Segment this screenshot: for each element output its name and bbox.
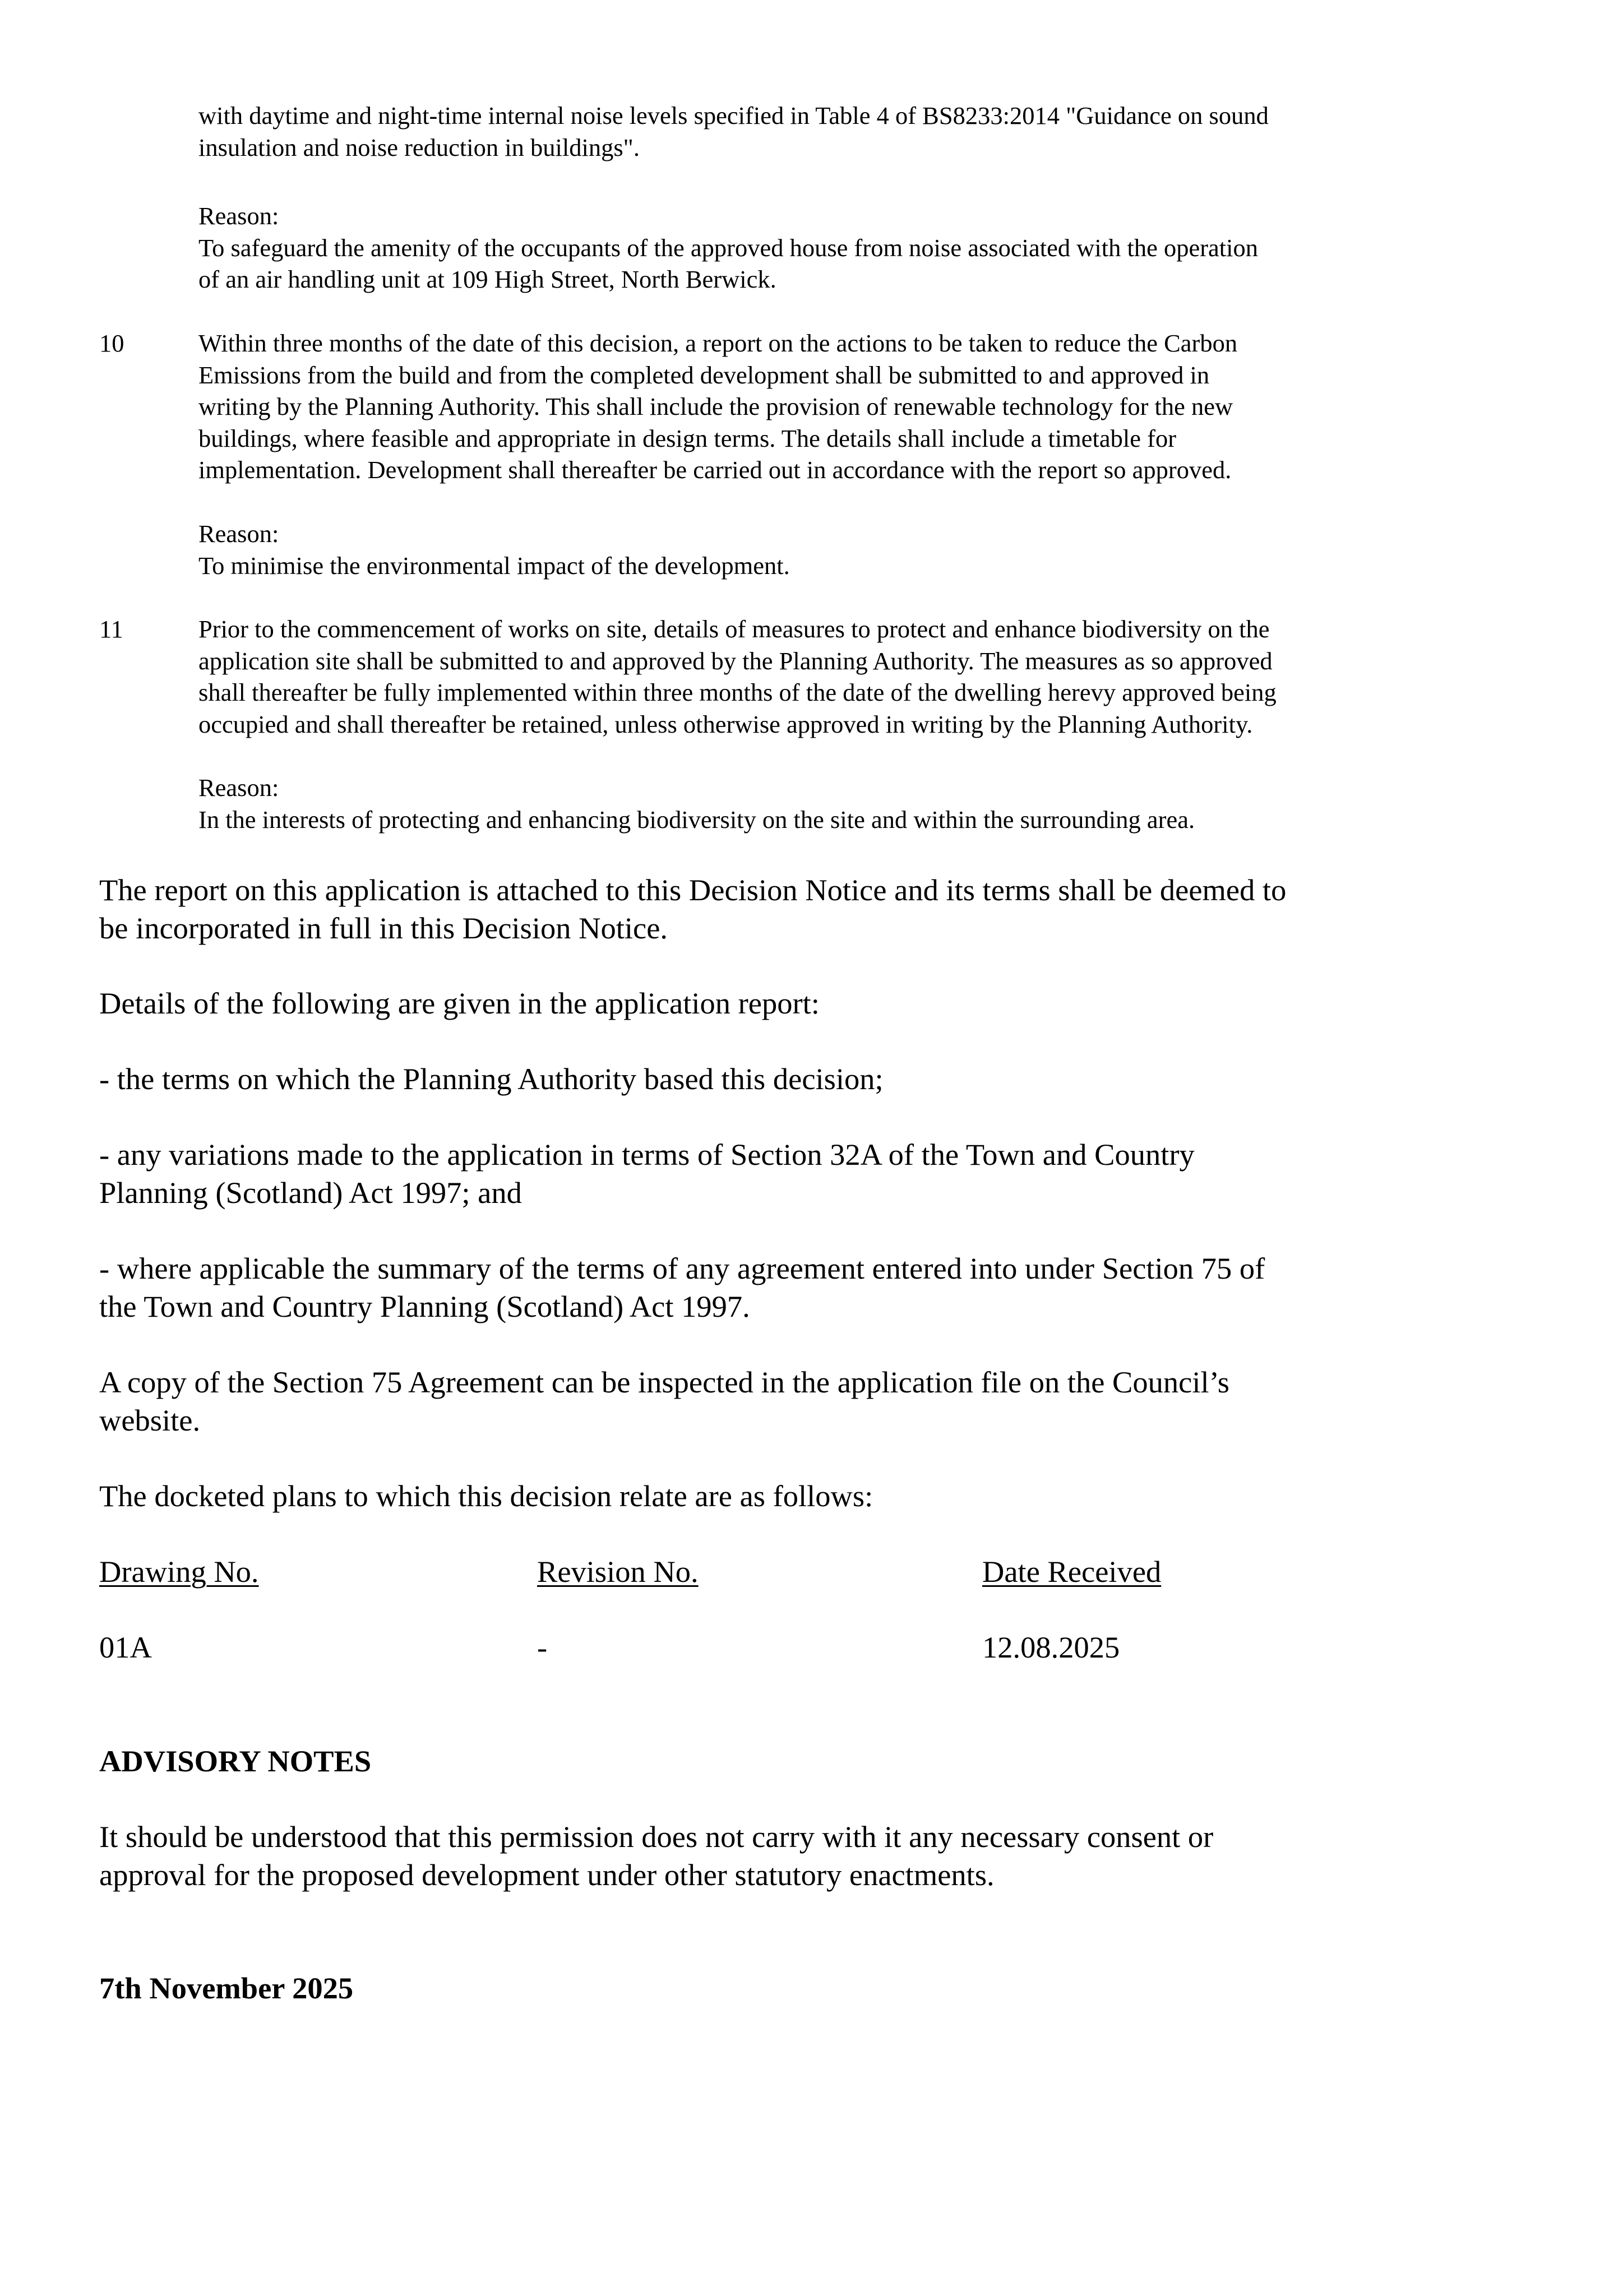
text-line: Planning (Scotland) Act 1997; and [99, 1175, 522, 1210]
text-line: application site shall be submitted to and approved by the Planning Authority. The measures as so approved [198, 646, 1273, 675]
reason-label: Reason: [198, 202, 279, 230]
reason-label: Reason: [198, 520, 279, 548]
text-line: of an air handling unit at 109 High Street, North Berwick. [198, 265, 776, 293]
text-line: insulation and noise reduction in buildings". [198, 133, 640, 161]
bullet-agreement [99, 1249, 1456, 1325]
table-header-date-received: Date Received [982, 1554, 1162, 1589]
text-line: be incorporated in full in this Decision Notice. [99, 910, 668, 945]
text-line: occupied and shall thereafter be retained, unless otherwise approved in writing by the Planning Authority. [198, 710, 1253, 738]
text-line: In the interests of protecting and enhancing biodiversity on the site and within the surrounding area. [198, 805, 1195, 834]
text-line: implementation. Development shall thereafter be carried out in accordance with the report so approved. [198, 456, 1232, 484]
text-line: Within three months of the date of this decision, a report on the actions to be taken to reduce the Carbon [198, 329, 1238, 357]
text-line: The report on this application is attached to this Decision Notice and its terms shall be deemed to [99, 873, 1287, 907]
bullet-variations [99, 1136, 1456, 1211]
advisory-heading: ADVISORY NOTES [99, 1744, 372, 1778]
condition-number: 11 [99, 615, 123, 643]
condition-10-reason [198, 518, 1454, 581]
text-line: shall thereafter be fully implemented within three months of the date of the dwelling herevy approved being [198, 678, 1277, 706]
text-line: approval for the proposed development under other statutory enactments. [99, 1857, 995, 1892]
text-line: Prior to the commencement of works on site, details of measures to protect and enhance biodiversity on the [198, 615, 1270, 643]
section75-paragraph [99, 1363, 1456, 1439]
text-line: - any variations made to the application in terms of Section 32A of the Town and Country [99, 1137, 1195, 1172]
condition-9-continuation [198, 100, 1454, 163]
table-cell-revision-no: - [537, 1630, 548, 1664]
decision-date: 7th November 2025 [99, 1971, 354, 2005]
report-paragraph [99, 871, 1456, 947]
text-line: the Town and Country Planning (Scotland) Act 1997. [99, 1289, 750, 1323]
details-intro: Details of the following are given in the application report: [99, 986, 820, 1020]
condition-11-reason [198, 772, 1454, 835]
advisory-paragraph [99, 1818, 1456, 1894]
condition-10-text [198, 327, 1454, 486]
table-cell-date-received: 12.08.2025 [982, 1630, 1120, 1664]
condition-11-text [198, 613, 1454, 740]
condition-number: 10 [99, 329, 124, 357]
text-line: It should be understood that this permission does not carry with it any necessary consent or [99, 1820, 1214, 1854]
condition-9-reason [198, 200, 1454, 295]
text-line: Emissions from the build and from the completed development shall be submitted to and approved in [198, 360, 1210, 389]
text-line: buildings, where feasible and appropriate in design terms. The details shall include a timetable for [198, 424, 1177, 452]
text-line: - where applicable the summary of the terms of any agreement entered into under Section 75 of [99, 1251, 1265, 1285]
reason-label: Reason: [198, 774, 279, 802]
table-header-revision-no: Revision No. [537, 1554, 699, 1589]
text-line: To safeguard the amenity of the occupants of the approved house from noise associated with the operation [198, 233, 1259, 262]
text-line: with daytime and night-time internal noise levels specified in Table 4 of BS8233:2014 "Guidance on sound [198, 101, 1269, 129]
text-line: writing by the Planning Authority. This shall include the provision of renewable technology for the new [198, 392, 1233, 420]
table-header-drawing-no: Drawing No. [99, 1554, 259, 1589]
text-line: website. [99, 1402, 201, 1437]
text-line: A copy of the Section 75 Agreement can be inspected in the application file on the Council’s [99, 1365, 1229, 1399]
plans-intro: The docketed plans to which this decision relate are as follows: [99, 1479, 873, 1513]
bullet-terms: - the terms on which the Planning Authority based this decision; [99, 1062, 884, 1096]
text-line: To minimise the environmental impact of the development. [198, 551, 790, 580]
table-cell-drawing-no: 01A [99, 1630, 152, 1664]
